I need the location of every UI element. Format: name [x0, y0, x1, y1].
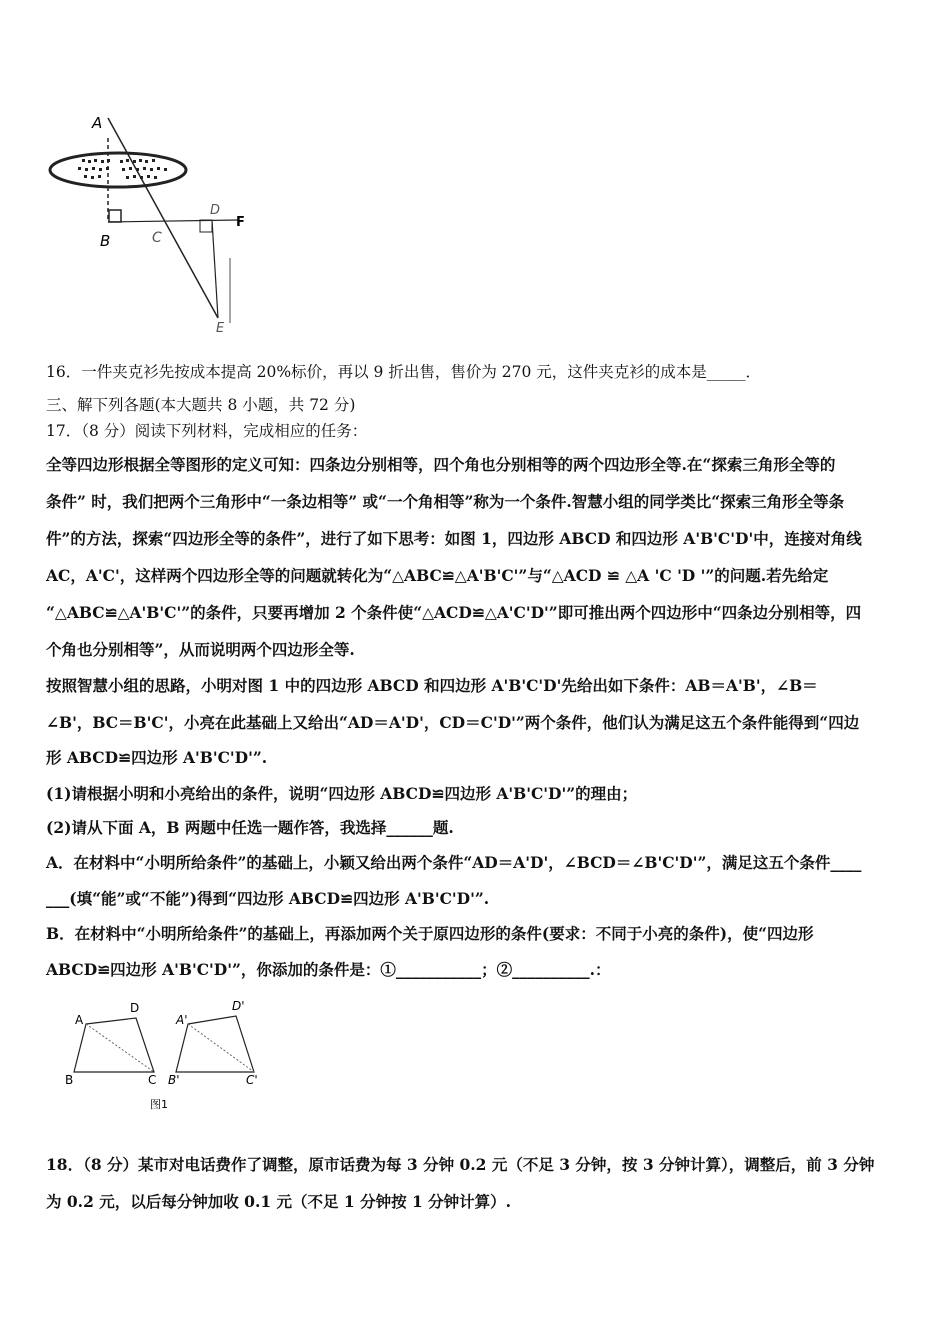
q17-task-1: (1)请根据小明和小亮给出的条件，说明“四边形 ABCD≌四边形 A'B'C'D'”的理由； — [46, 784, 638, 803]
line-DE — [212, 220, 218, 318]
right-angle-B — [109, 210, 121, 222]
right-angle-D — [200, 220, 212, 232]
q17-material-line: “△ABC≌△A'B'C'”的条件，只要再增加 2 个条件使“△ACD≌△A'C'D'”即可推出两个四边形中“四条边分别相等，四 — [46, 603, 862, 622]
label-D: D — [210, 203, 221, 218]
label-C: C — [148, 1073, 157, 1087]
label-A: A — [92, 114, 103, 132]
q17-material-line: 按照智慧小组的思路，小明对图 1 中的四边形 ABCD 和四边形 A'B'C'D'先给出如下条件：AB＝A'B'，∠B＝ — [46, 676, 818, 695]
q17-option-b: B．在材料中“小明所给条件”的基础上，再添加两个关于原四边形的条件(要求：不同于小亮的条件)，使“四边形 — [46, 924, 814, 943]
label-B: B — [65, 1073, 74, 1087]
q17-option-b-cont: ABCD≌四边形 A'B'C'D'”，你添加的条件是：①___________；②__________.： — [46, 960, 611, 979]
q17-option-a: A．在材料中“小明所给条件”的基础上，小颖又给出两个条件“AD＝A'D'，∠BCD＝∠B'C'D'”，满足这五个条件____ — [46, 853, 862, 872]
line-AE — [108, 118, 221, 318]
label-A: A — [75, 1013, 84, 1027]
q17-option-a-cont: ___(填“能”或“不能”)得到“四边形 ABCD≌四边形 A'B'C'D'”. — [46, 889, 490, 908]
quadrilateral-abcd — [74, 1018, 154, 1072]
line-BF — [108, 220, 238, 222]
label-C: C — [152, 230, 162, 246]
label-A-prime: A' — [176, 1013, 188, 1027]
label-B: B — [100, 232, 111, 250]
pond-ellipse — [50, 153, 186, 187]
label-B-prime: B' — [168, 1073, 180, 1087]
section-3-heading: 三、解下列各题(本大题共 8 小题，共 72 分) — [46, 396, 356, 414]
question-18-line-1: 18．（8 分）某市对电话费作了调整，原市话费为每 3 分钟 0.2 元（不足 3 分钟，按 3 分钟计算），调整后，前 3 分钟 — [46, 1155, 875, 1174]
q17-material-line: 条件” 时，我们把两个三角形中“一条边相等” 或“一个角相等”称为一个条件.智慧小组的同学类比“探索三角形全等条 — [46, 492, 845, 511]
quadrilateral-a-prime — [176, 1016, 254, 1072]
label-D-prime: D' — [232, 1000, 245, 1013]
label-E: E — [216, 321, 225, 336]
question-18-line-2: 为 0.2 元，以后每分钟加收 0.1 元（不足 1 分钟按 1 分钟计算）. — [46, 1192, 512, 1211]
q17-material-line: 个角也分别相等”，从而说明两个四边形全等. — [46, 640, 355, 659]
label-F: F — [236, 215, 245, 230]
label-D: D — [130, 1001, 140, 1015]
q17-material-line: AC，A'C'，这样两个四边形全等的问题就转化为“△ABC≌△A'B'C'”与“△ACD ≌ △A 'C 'D '”的问题.若先给定 — [46, 566, 829, 585]
q17-material-line: ∠B'，BC＝B'C'，小亮在此基础上又给出“AD＝A'D'，CD＝C'D'”两个条件，他们认为满足这五个条件能得到“四边 — [46, 713, 860, 732]
q17-task-2: (2)请从下面 A，B 两题中任选一题作答，我选择______题. — [46, 818, 454, 837]
figure-1-quadrilaterals — [60, 1000, 280, 1120]
figure-caption: 图1 — [150, 1098, 168, 1111]
label-C-prime: C' — [246, 1073, 258, 1087]
figure-q15 — [40, 108, 260, 338]
q17-material-line: 全等四边形根据全等图形的定义可知：四条边分别相等，四个角也分别相等的两个四边形全等.在“探索三角形全等的 — [46, 455, 836, 474]
question-16: 16．一件夹克衫先按成本提高 20%标价，再以 9 折出售，售价为 270 元，这件夹克衫的成本是_____． — [46, 363, 762, 381]
question-17-heading: 17．（8 分）阅读下列材料，完成相应的任务： — [46, 422, 368, 440]
q17-material-line: 形 ABCD≌四边形 A'B'C'D'”. — [46, 748, 268, 767]
q17-material-line: 件”的方法，探索“四边形全等的条件”，进行了如下思考：如图 1，四边形 ABCD 和四边形 A'B'C'D'中，连接对角线 — [46, 529, 862, 548]
